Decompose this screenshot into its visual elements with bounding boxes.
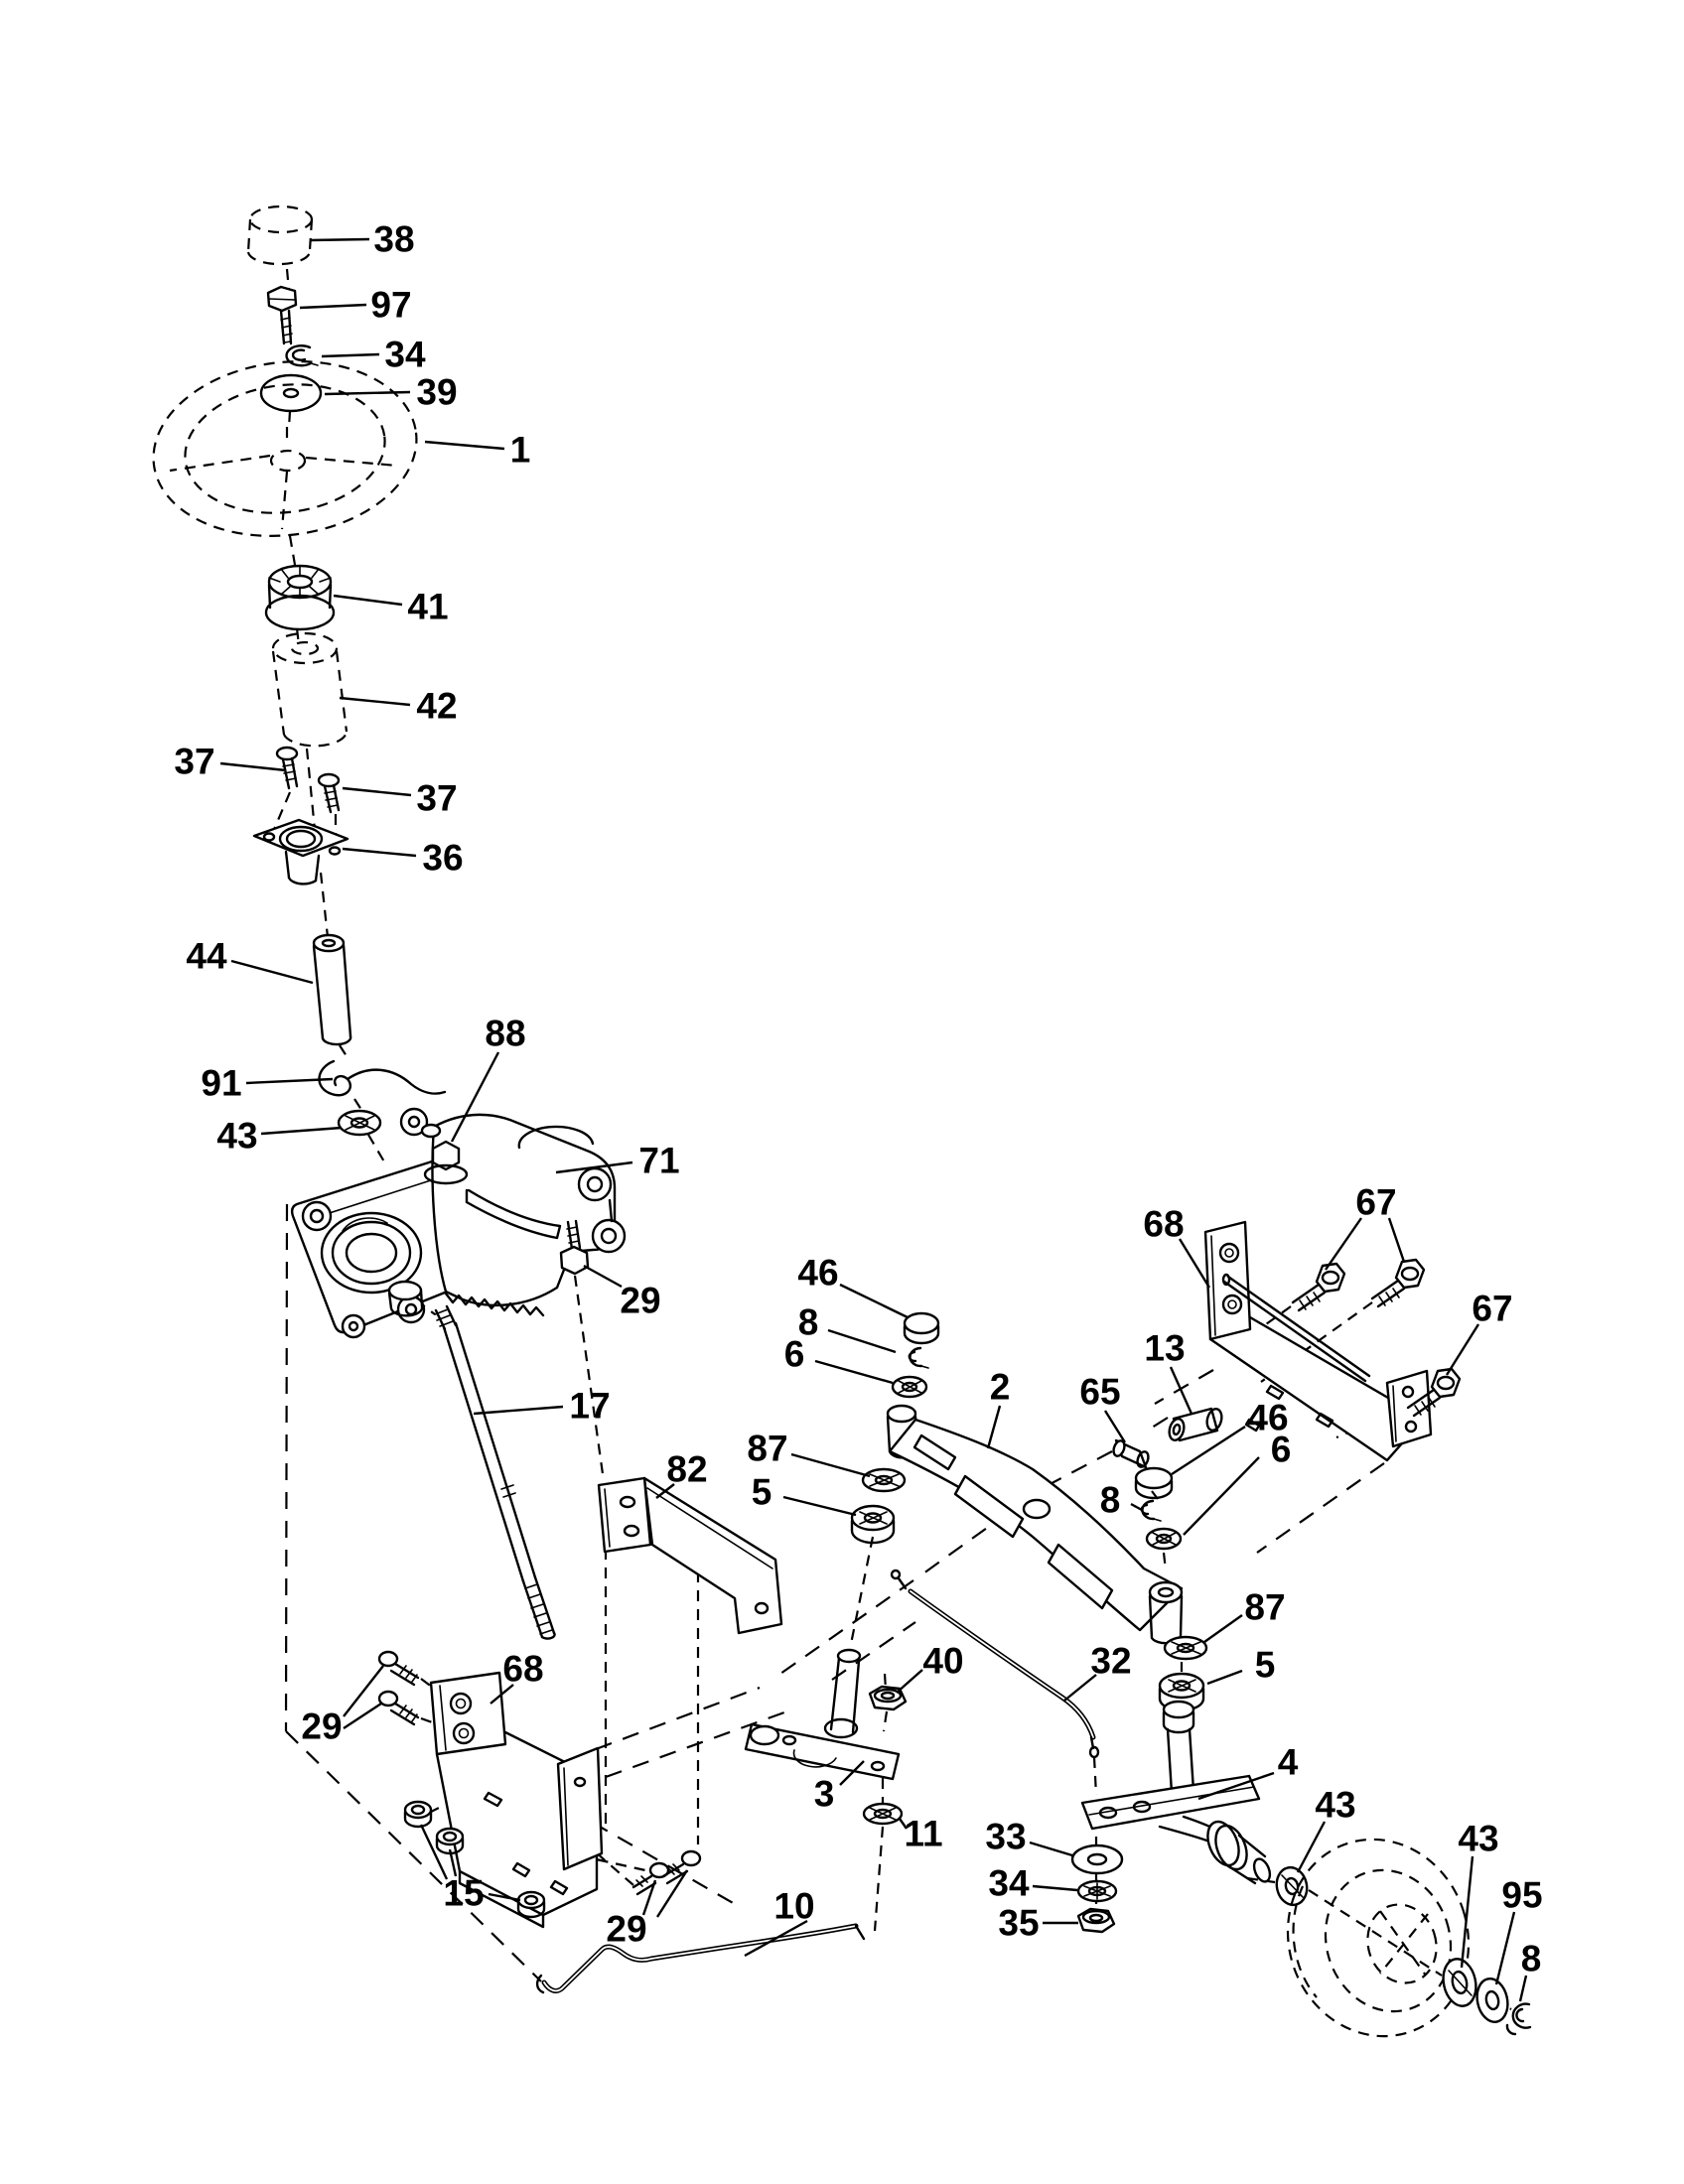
part-number-36: 36 [422,837,464,879]
callout-34 [322,335,426,375]
leader-line-67 [1389,1218,1404,1262]
part-washer-43-right [1439,1956,1479,2009]
part-bolt-67-b [1372,1260,1424,1306]
part-number-6: 6 [1270,1429,1292,1470]
callout-34 [988,1863,1077,1904]
part-number-37: 37 [416,777,458,819]
part-washer-43-upper [339,1111,380,1135]
callout-2 [988,1367,1010,1449]
callout-10 [745,1886,815,1957]
leader-line-6 [1184,1457,1259,1535]
part-bearing-flange-bracket [254,820,348,884]
callout-13 [1144,1328,1192,1415]
part-number-11: 11 [904,1813,943,1854]
callout-11 [900,1814,943,1854]
callout-67 [1326,1182,1404,1271]
callout-32 [1064,1641,1132,1702]
callout-5 [752,1472,856,1516]
callout-43 [216,1116,342,1157]
part-number-40: 40 [922,1640,964,1682]
leader-line-29 [344,1666,383,1716]
part-steering-gear-assembly [292,1109,625,1337]
leader-line-1 [425,442,504,449]
part-number-37: 37 [174,741,215,782]
part-screw-29-left-b [379,1692,418,1724]
leader-line-87 [791,1454,870,1476]
leader-line-67 [1326,1218,1361,1270]
part-washer-6-left [893,1377,926,1397]
leader-line-44 [231,961,313,983]
part-washer-87-right [1165,1637,1206,1659]
callout-8 [798,1302,896,1353]
leader-line-34 [1033,1886,1077,1890]
part-axle-bracket-right-68 [1205,1222,1431,1460]
part-number-46: 46 [797,1252,839,1294]
callout-29 [301,1666,383,1747]
leader-line-46 [840,1285,908,1317]
leader-line-29 [344,1704,381,1728]
part-number-39: 39 [416,371,458,413]
part-number-29: 29 [301,1706,343,1747]
part-number-67: 67 [1472,1288,1513,1329]
part-number-68: 68 [1143,1203,1185,1245]
part-steering-plate-kingpin-3 [746,1650,899,1779]
callout-43 [1298,1785,1356,1873]
part-number-5: 5 [1254,1644,1276,1686]
part-screw-29-left-a [379,1652,418,1685]
leader-line-65 [1105,1411,1125,1442]
part-number-42: 42 [416,685,458,727]
part-large-washer [261,375,321,411]
part-washer-6-right [1147,1529,1181,1549]
leader-line-39 [325,392,410,394]
part-number-46: 46 [1247,1397,1289,1438]
callout-38 [310,219,415,260]
part-number-2: 2 [989,1366,1011,1408]
callout-97 [300,285,412,326]
part-number-43: 43 [1315,1784,1356,1826]
part-e-clip-8-right [1142,1501,1161,1521]
part-number-34: 34 [384,334,426,375]
part-tie-rod-10 [537,1926,864,1992]
part-number-68: 68 [502,1648,544,1690]
part-number-44: 44 [186,935,227,977]
part-screw-37-right [319,774,339,812]
part-number-10: 10 [773,1885,815,1927]
callout-37 [174,742,286,782]
part-steering-wheel-insert-cap [248,206,312,264]
part-number-32: 32 [1090,1640,1132,1682]
part-number-29: 29 [606,1908,647,1950]
leader-line-95 [1496,1912,1514,1984]
callout-layer [174,219,1542,2002]
leader-line-6 [815,1361,893,1383]
leader-line-36 [343,849,416,856]
callout-5 [1207,1645,1275,1686]
part-number-5: 5 [751,1471,772,1513]
part-steering-shaft-tube [314,935,351,1044]
part-steering-boot-cap [266,566,334,629]
leader-line-2 [988,1406,1000,1448]
leader-line-87 [1204,1615,1242,1642]
leader-line-8 [828,1330,896,1352]
callout-6 [784,1334,893,1384]
leader-line-5 [1207,1671,1242,1684]
part-number-43: 43 [216,1115,258,1157]
callout-87 [1204,1587,1286,1643]
part-hex-bolt-steering-wheel [268,287,296,343]
callout-41 [334,587,449,627]
leader-line-8 [1520,1976,1526,2001]
callout-36 [343,838,464,879]
part-steering-column-sleeve [273,633,347,746]
leader-line-34 [322,354,379,356]
part-number-17: 17 [569,1385,611,1427]
part-number-34: 34 [988,1862,1030,1904]
part-bolt-67-a [1293,1264,1344,1310]
part-washer-87-left [863,1469,905,1491]
leader-line-43 [1298,1822,1325,1872]
part-number-13: 13 [1144,1327,1186,1369]
leader-line-38 [310,239,369,240]
leader-line-40 [897,1670,922,1693]
part-number-35: 35 [998,1902,1040,1944]
leader-line-29 [584,1266,622,1287]
leader-line-42 [340,698,410,705]
callout-37 [343,778,458,819]
part-cap-nut-46-left [905,1313,938,1343]
callout-91 [201,1063,333,1104]
part-lock-washer-34-lower [1078,1881,1116,1901]
callout-29 [584,1266,661,1321]
part-retainer-spring-pin [319,1061,445,1095]
leader-line-37 [343,788,411,795]
part-nut-35 [1078,1909,1114,1932]
callout-68 [1143,1204,1209,1289]
part-number-97: 97 [370,284,412,326]
leader-line-8 [1131,1504,1142,1510]
leader-line-17 [474,1407,563,1414]
callout-44 [186,936,313,984]
callout-67 [1447,1289,1513,1376]
part-number-82: 82 [666,1448,708,1490]
part-number-6: 6 [783,1333,805,1375]
part-number-87: 87 [747,1428,788,1469]
callout-35 [998,1903,1078,1944]
part-number-43: 43 [1458,1818,1499,1859]
callout-1 [425,430,530,471]
part-number-33: 33 [985,1816,1027,1857]
part-nut-15-a [405,1802,431,1827]
part-number-38: 38 [373,218,415,260]
part-number-41: 41 [407,586,449,627]
part-screw-37-left [277,748,297,788]
leader-line-67 [1447,1324,1478,1375]
leader-line-33 [1030,1843,1072,1855]
part-number-29: 29 [620,1280,661,1321]
part-number-15: 15 [443,1872,485,1914]
leader-line-41 [334,596,402,605]
part-number-1: 1 [509,429,531,471]
callout-42 [340,686,458,727]
callout-65 [1079,1372,1125,1443]
part-number-87: 87 [1244,1586,1286,1628]
part-number-88: 88 [485,1013,526,1054]
part-spacer-65 [1112,1439,1151,1468]
part-number-4: 4 [1277,1741,1299,1783]
diagram-artwork [143,206,1530,2060]
part-number-95: 95 [1501,1874,1543,1916]
leader-line-37 [220,763,286,770]
callout-33 [985,1817,1072,1857]
callout-82 [656,1449,708,1499]
callout-6 [1184,1430,1291,1536]
leader-line-43 [261,1128,342,1134]
part-number-8: 8 [1099,1479,1121,1521]
part-e-clip-8-left [910,1348,928,1368]
part-number-67: 67 [1355,1181,1397,1223]
leader-line-13 [1171,1367,1192,1414]
part-spacer-13 [1167,1408,1223,1442]
callout-43 [1458,1819,1498,1969]
part-washer-11 [864,1804,902,1824]
part-number-65: 65 [1079,1371,1121,1413]
part-number-3: 3 [813,1773,835,1815]
part-number-91: 91 [201,1062,242,1104]
callout-40 [897,1641,964,1694]
part-washer-33 [1072,1845,1122,1873]
leader-line-97 [300,305,366,308]
part-lower-steering-shaft [435,1306,555,1639]
leader-line-5 [783,1497,856,1515]
callout-8 [1520,1939,1541,2002]
part-number-8: 8 [1520,1938,1542,1979]
part-washer-95 [1474,1976,1511,2024]
callout-17 [474,1386,611,1427]
part-number-8: 8 [797,1301,819,1343]
part-number-71: 71 [638,1140,680,1181]
callout-87 [747,1429,870,1477]
